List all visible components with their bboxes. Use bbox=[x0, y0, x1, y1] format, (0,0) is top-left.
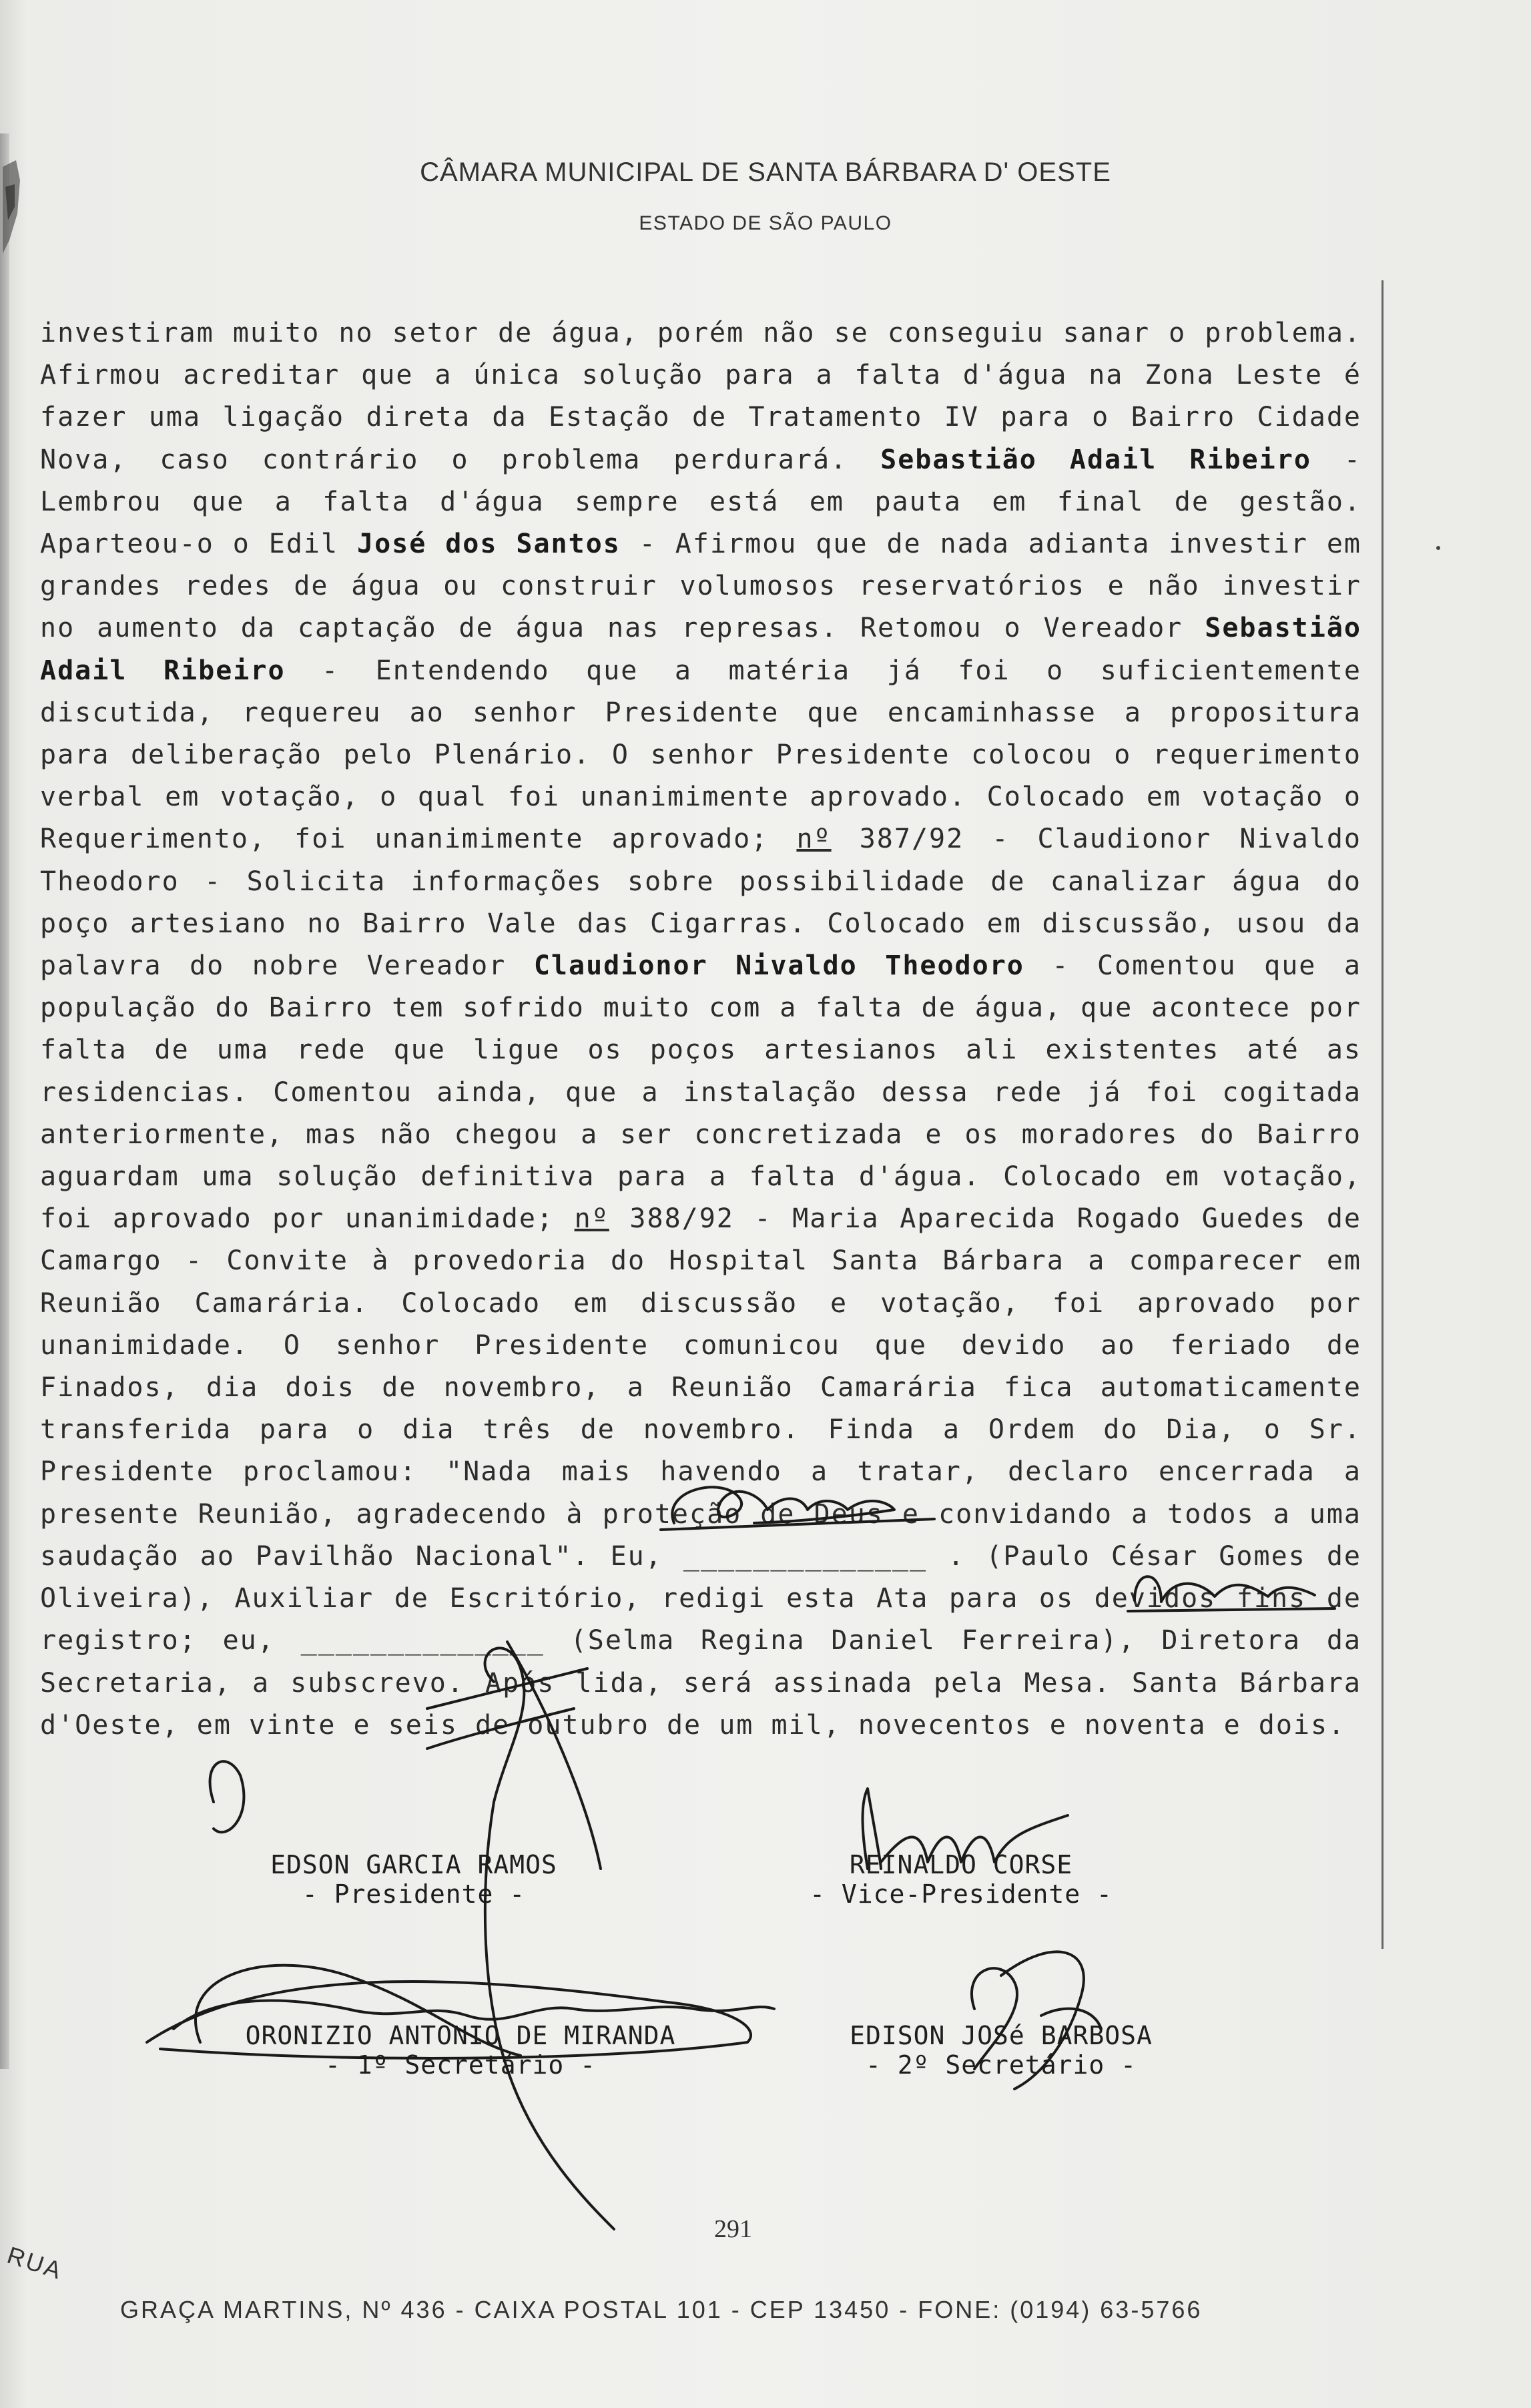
first-secretary-role: - 1º Secretário - bbox=[325, 2050, 596, 2080]
second-secretary-signature-block bbox=[814, 2021, 1188, 2080]
vice-president-role: - Vice-Presidente - bbox=[810, 1879, 1113, 1909]
vice-president-name: REINALDO CORSE bbox=[849, 1850, 1073, 1879]
speaker-name: Sebastião Adail Ribeiro bbox=[40, 613, 1361, 686]
minutes-text: - Entendendo que a matéria já foi o suficientemente discutida, requereu ao senhor Presidente que encaminhasse a propositura para deliberação pelo Plenário. O senhor Presidente colocou o requerimento verbal em votação, o qual foi unanimimente aprovado. Colocado em votação o Requerimento, foi unanimimente aprovado; bbox=[40, 655, 1362, 855]
minutes-text: - Afirmou que de nada adianta investir em grandes redes de água ou construir volumosos reservatórios e não investir no aumento da captação de água nas represas. Retomou o Vereador bbox=[40, 529, 1361, 644]
stray-mark bbox=[1436, 546, 1440, 550]
speaker-name: Claudionor Nivaldo Theodoro bbox=[533, 950, 1024, 982]
minutes-body bbox=[40, 312, 1361, 1747]
president-signature-block bbox=[240, 1850, 587, 1909]
president-name: EDSON GARCIA RAMOS bbox=[270, 1850, 557, 1879]
minutes-text: - Comentou que a população do Bairro tem sofrido muito com a falta de água, que acontece por falta de uma rede que ligue os poços artesianos ali existentes até as residencias. Comentou ainda, que a instalação dessa rede já foi cogitada anteriormente, mas não chegou a ser concretizada e os moradores do Bairro aguardam uma solução definitiva para a falta d'água. Colocado em votação, foi aprovado por unanimidade; bbox=[40, 950, 1361, 1235]
number-abbrev: nº bbox=[796, 824, 832, 855]
footer-address: GRAÇA MARTINS, Nº 436 - CAIXA POSTAL 101 - CEP 13450 - FONE: (0194) 63-5766 bbox=[120, 2296, 1203, 2323]
second-secretary-role: - 2º Secretário - bbox=[866, 2050, 1137, 2080]
vice-signature-block bbox=[788, 1850, 1135, 1909]
footer-street-prefix: RUA bbox=[3, 2240, 67, 2285]
president-role: - Presidente - bbox=[302, 1879, 526, 1909]
minutes-text: 387/92 - Claudionor Nivaldo Theodoro - Solicita informações sobre possibilidade de canalizar água do poço artesiano no Bairro Vale das Cigarras. Colocado em discussão, usou da palavra do nobre Vereador bbox=[40, 824, 1361, 982]
minutes-text: investiram muito no setor de água, porém não se conseguiu sanar o problema. Afirmou acreditar que a única solução para a falta d'água na Zona Leste é fazer uma ligação direta da Estação de Tratamento IV para o Bairro Cidade Nova, caso contrário o problema perdurará. bbox=[40, 318, 1361, 475]
minutes-text: 388/92 - Maria Aparecida Rogado Guedes de Camargo - Convite à provedoria do Hospital Santa Bárbara a comparecer em Reunião Camarária. Colocado em discussão e votação, foi aprovado por unanimidade. O senhor Presidente comunicou que devido ao feriado de Finados, dia dois de novembro, a Reunião Camarária fica automaticamente transferida para o dia três de novembro. Finda a Ordem do Dia, o Sr. Presidente proclamou: "Nada mais havendo a tratar, declaro encerrada a presente Reunião, agradecendo à proteção de Deus e convidando a todos a uma saudação ao Pavilhão Nacional". Eu, ______________ . (Paulo César Gomes de Oliveira), Auxiliar de Escritório, redigi esta Ata para os devidos fins de registro; eu, ______________ (Selma Regina Daniel Ferreira), Diretora da Secretaria, a subscrevo. Após lida, será assinada pela Mesa. Santa Bárbara d'Oeste, em vinte e seis de outubro de um mil, novecentos e noventa e dois. bbox=[40, 1203, 1361, 1741]
page-number: 291 bbox=[714, 2215, 752, 2243]
speaker-name: José dos Santos bbox=[356, 529, 621, 560]
chamber-title: CÂMARA MUNICIPAL DE SANTA BÁRBARA D' OESTE bbox=[420, 158, 1111, 187]
first-secretary-signature-block bbox=[167, 2021, 754, 2080]
right-margin-line bbox=[1382, 280, 1384, 1949]
minutes-text: - Lembrou que a falta d'água sempre está em pauta em final de gestão. Aparteou-o o Edil bbox=[40, 444, 1362, 560]
speaker-name: Sebastião Adail Ribeiro bbox=[880, 444, 1311, 475]
state-subtitle: ESTADO DE SÃO PAULO bbox=[639, 212, 892, 234]
number-abbrev: nº bbox=[574, 1203, 609, 1235]
bleed-through-text bbox=[167, 1775, 1355, 2189]
first-secretary-name: ORONIZIO ANTONIO DE MIRANDA bbox=[245, 2021, 676, 2050]
second-secretary-name: EDISON JOSé BARBOSA bbox=[850, 2021, 1153, 2050]
binding-edge bbox=[0, 133, 9, 2069]
